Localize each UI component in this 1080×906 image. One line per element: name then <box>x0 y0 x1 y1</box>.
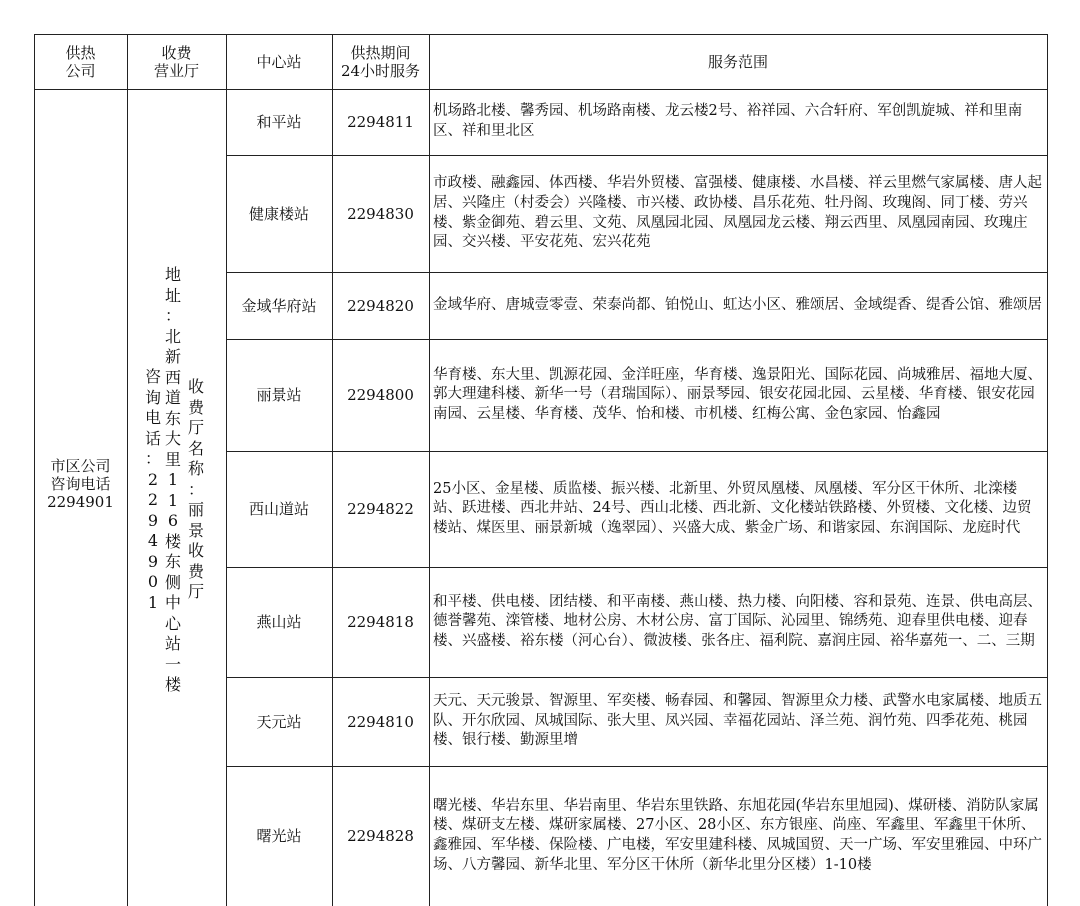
vertical-char: 大 <box>164 429 181 448</box>
vertical-char: 西 <box>164 367 181 387</box>
vertical-char: 6 <box>167 511 179 530</box>
vertical-char: 咨 <box>144 367 161 386</box>
vertical-char: 2 <box>147 469 159 489</box>
vertical-char: 收 <box>187 377 204 396</box>
station-phone: 2294830 <box>347 204 414 223</box>
vertical-char: 电 <box>144 408 161 427</box>
service-scope: 曙光楼、华岩东里、华岩南里、华岩东里铁路、东旭花园(华岩东里旭园)、煤研楼、消防队家属楼、煤研支左楼、煤研家属楼、27小区、28小区、东方银座、尚座、军鑫里、军鑫里干休所、鑫雅园、军华楼、保险楼、广电楼，军安里建科楼、凤城国贸、天一广场、军安里雅园、中环广场、八方馨园、新华北里、军分区干休所（新华北里分区楼）1-10楼 <box>433 797 1042 873</box>
hall-address-vertical <box>163 265 183 696</box>
header-hall: 收费 营业厅 <box>153 43 199 80</box>
vertical-char: 丽 <box>187 500 204 519</box>
vertical-char: 1 <box>167 490 179 510</box>
service-scope: 机场路北楼、馨秀园、机场路南楼、龙云楼2号、裕祥园、六合轩府、军创凯旋城、祥和里南区、祥和里北区 <box>433 103 1023 139</box>
station-name: 和平站 <box>256 113 302 131</box>
station-phone: 2294810 <box>347 712 414 731</box>
service-scope: 华育楼、东大里、凯源花园、金洋旺座，华育楼、逸景阳光、国际花园、尚城雅居、福地大厦、郭大理建科楼、新华一号（君瑞国际）、丽景琴园、银安花园北园、云星楼、华育楼、银安花园南园、云星楼、华育楼、茂华、怡和楼、市机楼、红梅公寓、金色家园、怡鑫园 <box>433 366 1042 422</box>
vertical-char: 收 <box>187 541 204 560</box>
header-station: 中心站 <box>256 52 302 71</box>
rule-col <box>1047 34 1048 906</box>
service-scope: 天元、天元骏景、智源里、军奕楼、畅春园、和馨园、智源里众力楼、武警水电家属楼、地质五队、开尔欣园、凤城国际、张大里、凤兴园、幸福花园站、泽兰苑、润竹苑、四季花苑、桃园楼、银行楼、勤源里增 <box>433 693 1042 749</box>
station-phone: 2294811 <box>347 113 414 131</box>
vertical-char: 4 <box>147 531 159 550</box>
station-name: 燕山站 <box>256 613 302 631</box>
vertical-char: 道 <box>164 388 181 407</box>
vertical-char: 东 <box>164 552 181 571</box>
company-cell: 市区公司 咨询电话 2294901 <box>47 457 114 511</box>
vertical-char: 名 <box>187 438 204 458</box>
station-name: 天元站 <box>256 712 302 731</box>
vertical-char: 新 <box>164 347 181 366</box>
station-phone: 2294820 <box>347 296 414 315</box>
vertical-char: 9 <box>147 551 159 571</box>
service-scope: 金域华府、唐城壹零壹、荣泰尚都、铂悦山、虹达小区、雅颂居、金域缇香、缇香公馆、雅颂居 <box>433 296 1042 313</box>
vertical-char: 询 <box>144 387 161 407</box>
vertical-char: 话 <box>144 428 161 448</box>
station-name: 曙光站 <box>256 827 302 845</box>
service-scope: 市政楼、融鑫园、体西楼、华岩外贸楼、富强楼、健康楼、水昌楼、祥云里燃气家属楼、唐人起居、兴隆庄（村委会）兴隆楼、市兴楼、政协楼、昌乐花苑、牡丹阁、玫瑰阁、同丁楼、劳兴楼、紫金御苑、碧云里、文苑、凤凰园北园、凤凰园龙云楼、翔云西里、凤凰园南园、玫瑰庄园、交兴楼、平安花苑、宏兴花苑 <box>433 175 1042 251</box>
vertical-char: 0 <box>147 572 159 591</box>
vertical-char: 站 <box>164 634 181 653</box>
vertical-char: 东 <box>164 408 181 428</box>
vertical-char: 费 <box>187 561 204 581</box>
vertical-char: 1 <box>167 470 179 489</box>
hall-name-vertical <box>186 377 206 603</box>
vertical-char: 里 <box>164 449 181 469</box>
vertical-char: ： <box>164 306 181 325</box>
header-period: 供热期间 24小时服务 <box>340 43 421 80</box>
station-name: 西山道站 <box>248 500 309 518</box>
vertical-char: 费 <box>187 397 204 417</box>
vertical-char: 楼 <box>164 675 181 694</box>
vertical-char: ： <box>187 479 204 499</box>
station-phone: 2294800 <box>347 386 414 404</box>
station-name: 丽景站 <box>256 386 302 404</box>
vertical-char: 1 <box>147 592 159 612</box>
vertical-char: 称 <box>187 459 204 478</box>
vertical-char: 一 <box>164 654 181 674</box>
vertical-char: 址 <box>164 285 181 305</box>
vertical-char: 2 <box>147 490 159 509</box>
vertical-char: 厅 <box>187 582 204 601</box>
vertical-char: 心 <box>164 613 181 633</box>
vertical-char: 北 <box>164 326 181 346</box>
vertical-char: 地 <box>164 265 181 284</box>
header-scope: 服务范围 <box>707 52 768 71</box>
vertical-char: 9 <box>147 510 159 530</box>
hall-phone-vertical <box>143 367 163 613</box>
station-name: 健康楼站 <box>248 204 309 223</box>
station-name: 金域华府站 <box>241 296 317 315</box>
station-phone: 2294822 <box>347 500 414 518</box>
rule-col <box>127 34 128 906</box>
station-phone: 2294818 <box>347 613 414 631</box>
vertical-char: 侧 <box>164 572 181 592</box>
service-scope: 和平楼、供电楼、团结楼、和平南楼、燕山楼、热力楼、向阳楼、容和景苑、连景、供电高层、德誉馨苑、滦管楼、地材公房、木材公房、富丁国际、沁园里、锦绣苑、迎春里供电楼、迎春楼、兴盛楼、裕东楼（河心台）、微波楼、张各庄、福利院、嘉润庄园、裕华嘉苑一、二、三期 <box>433 593 1042 649</box>
vertical-char: ： <box>144 449 161 468</box>
service-scope: 25小区、金星楼、质监楼、振兴楼、北新里、外贸凤凰楼、凤凰楼、军分区干休所、北滦楼站、跃进楼、西北井站、24号、西山北楼、西北新、文化楼站铁路楼、外贸楼、文化楼、边贸楼站、煤医里、丽景新城（逸翠园）、兴盛大成、紫金广场、和谐家园、东润国际、龙庭时代 <box>433 480 1032 536</box>
vertical-char: 厅 <box>187 418 204 437</box>
header-company: 供热 公司 <box>65 43 96 80</box>
vertical-char: 中 <box>164 593 181 612</box>
station-phone: 2294828 <box>347 827 414 845</box>
vertical-char: 景 <box>187 520 204 540</box>
vertical-char: 楼 <box>164 531 181 551</box>
